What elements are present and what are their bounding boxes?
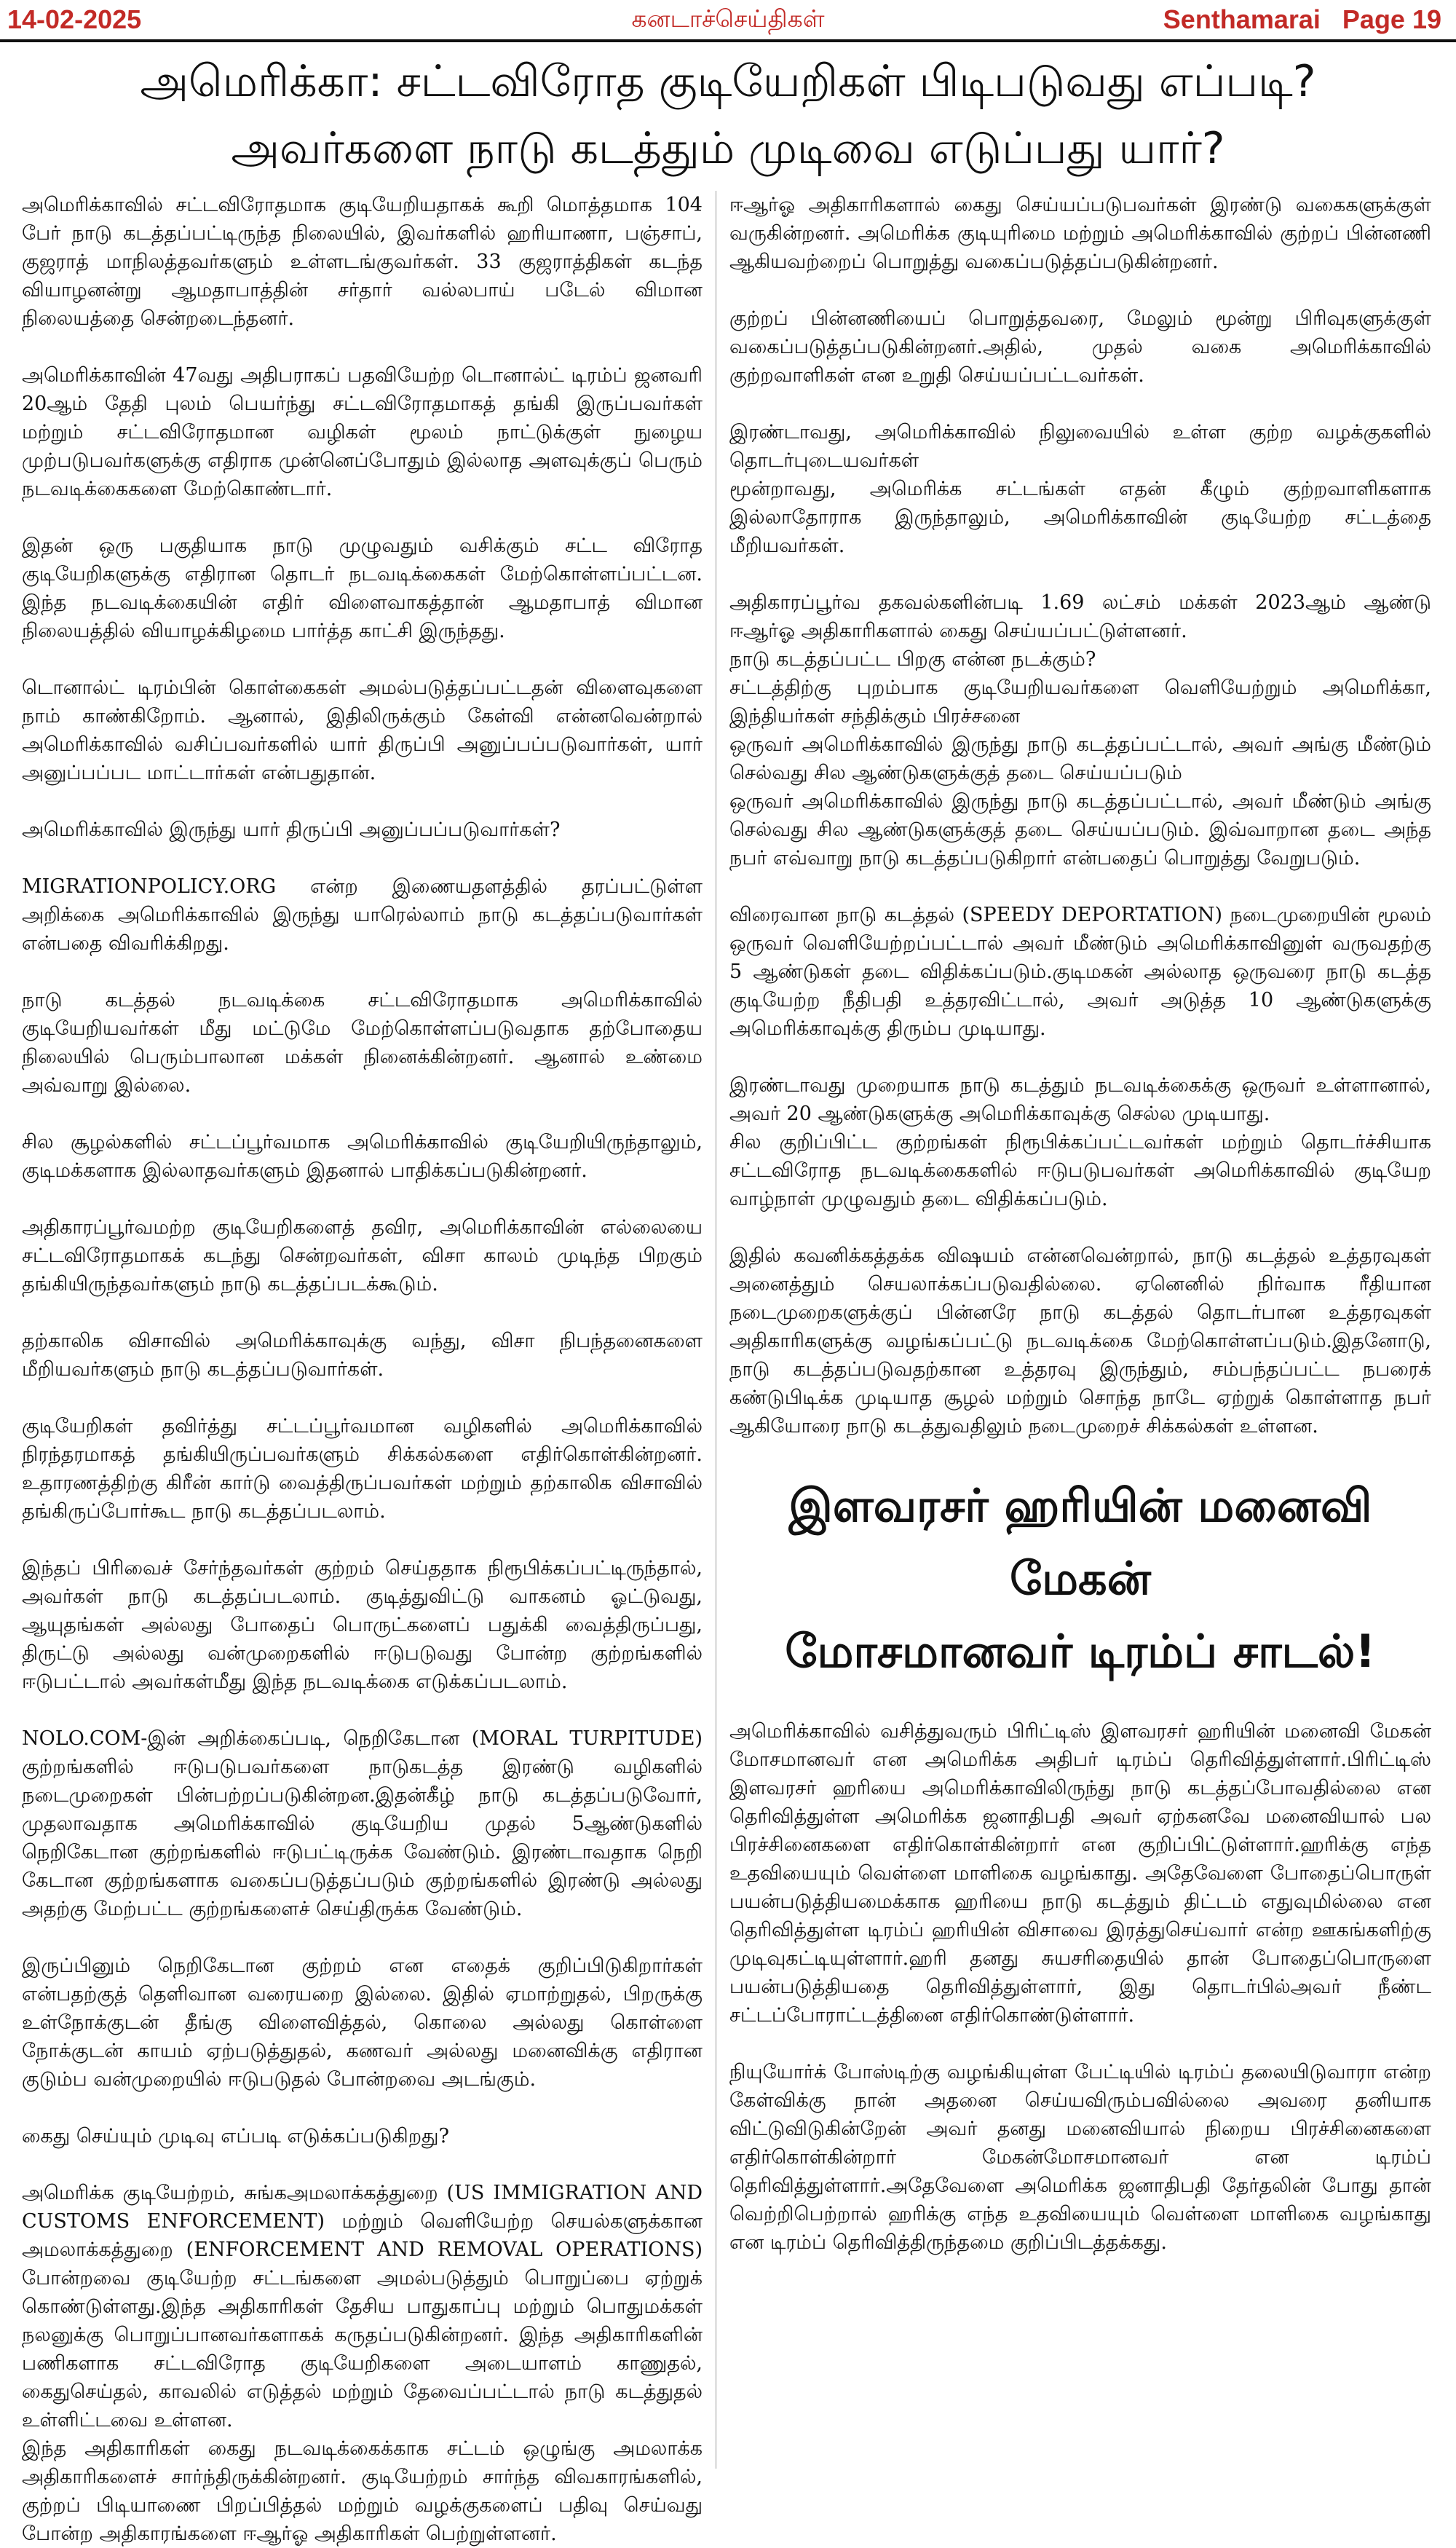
article-paragraph: தற்காலிக விசாவில் அமெரிக்காவுக்கு வந்து, விசா நிபந்தனைகளை மீறியவர்களும் நாடு கடத்தப்படுவார்கள். bbox=[22, 1330, 703, 1381]
article-paragraph: இரண்டாவது, அமெரிக்காவில் நிலுவையில் உள்ள குற்ற வழக்குகளில் தொடர்புடையவர்கள் bbox=[729, 421, 1431, 472]
headline-line-1: அமெரிக்கா: சட்டவிரோத குடியேறிகள் பிடிபடுவது எப்படி? bbox=[140, 56, 1316, 107]
issue-date: 14-02-2025 bbox=[7, 4, 142, 34]
article-paragraph: அமெரிக்க குடியேற்றம், சுங்கஅமலாக்கத்துறை (US IMMIGRATION AND CUSTOMS ENFORCEMENT) மற்றும் வெளியேற்ற செயல்களுக்கான அமலாக்கத்துறை (ENFORCEMENT AND REMOVAL OPERATIONS) போன்றவை குடியேற்ற சட்டங்களை அமல்படுத்தும் பொறுப்பை ஏற்றுக் கொண்டுள்ளது.இந்த அதிகாரிகள் தேசிய பாதுகாப்பு மற்றும் பொதுமக்கள் நலனுக்கு பொறுப்பானவர்களாகக் கருதப்படுகின்றனர். இந்த அதிகாரிகளின் பணிகளாக சட்டவிரோத குடியேறிகளை அடையாளம் காணுதல், கைதுசெய்தல், காவலில் எடுத்தல் மற்றும் தேவைப்பட்டால் நாடு கடத்துதல் உள்ளிட்டவை உள்ளன. bbox=[22, 2182, 703, 2431]
article-paragraph: குடியேறிகள் தவிர்த்து சட்டப்பூர்வமான வழிகளில் அமெரிக்காவில் நிரந்தரமாகத் தங்கியிருப்பவர்களும் சிக்கல்களை எதிர்கொள்கின்றனர். உதாரணத்திற்கு கிரீன் கார்டு வைத்திருப்பவர்கள் மற்றும் தற்காலிக விசாவில் தங்கிருப்போர்கூட நாடு கடத்தப்படலாம். bbox=[22, 1415, 703, 1523]
article-paragraph: அமெரிக்காவில் சட்டவிரோதமாக குடியேறியதாகக் கூறி மொத்தமாக 104 பேர் நாடு கடத்தப்பட்டிருந்த நிலையில், இவர்களில் ஹரியாணா, பஞ்சாப், குஜராத் மாநிலத்தவர்களும் உள்ளடங்குவர்கள். 33 குஜராத்திகள் கடந்த வியாழனன்று ஆமதாபாத்தின் சர்தார் வல்லபாய் படேல் விமான நிலையத்தை சென்றடைந்தனர். bbox=[22, 194, 703, 330]
second-article-headline bbox=[729, 1470, 1431, 1688]
article-paragraph: இதில் கவனிக்கத்தக்க விஷயம் என்னவென்றால், நாடு கடத்தல் உத்தரவுகள் அனைத்தும் செயலாக்கப்படுவதில்லை. ஏனெனில் நிர்வாக ரீதியான நடைமுறைகளுக்குப் பின்னரே நாடு கடத்தல் தொடர்பான உத்தரவுகள் அதிகாரிகளுக்கு வழங்கப்பட்டு நடவடிக்கை மேற்கொள்ளப்படும்.இதனோடு, நாடு கடத்தப்படுவதற்கான உத்தரவு இருந்தும், சம்பந்தப்பட்ட நபரைக் கண்டுபிடிக்க முடியாத சூழல் மற்றும் சொந்த நாடே ஏற்றுக் கொள்ளாத நபர் ஆகியோரை நாடு கடத்துவதிலும் நடைமுறைச் சிக்கல்கள் உள்ளன. bbox=[729, 1245, 1431, 1437]
article-paragraph: குற்றப் பின்னணியைப் பொறுத்தவரை, மேலும் மூன்று பிரிவுகளுக்குள் வகைப்படுத்தப்படுகின்றனர்.அதில், முதல் வகை அமெரிக்காவில் குற்றவாளிகள் என உறுதி செய்யப்பட்டவர்கள். bbox=[729, 307, 1431, 387]
article-paragraph: சில குறிப்பிட்ட குற்றங்கள் நிரூபிக்கப்பட்டவர்கள் மற்றும் தொடர்ச்சியாக சட்டவிரோத நடவடிக்கைகளில் ஈடுபடுபவர்கள் அமெரிக்காவில் குடியேற வாழ்நாள் முழுவதும் தடை விதிக்கப்படும். bbox=[729, 1131, 1431, 1210]
article-paragraph: இந்தப் பிரிவைச் சேர்ந்தவர்கள் குற்றம் செய்ததாக நிரூபிக்கப்பட்டிருந்தால், அவர்கள் நாடு கடத்தப்படலாம். குடித்துவிட்டு வாகனம் ஓட்டுவது, ஆயுதங்கள் அல்லது போதைப் பொருட்களைப் பதுக்கி வைத்திருப்பது, திருட்டு அல்லது வன்முறைகளில் ஈடுபடுவது போன்ற குற்றங்களில் ஈடுபட்டால் அவர்கள்மீது இந்த நடவடிக்கை எடுக்கப்படலாம். bbox=[22, 1557, 703, 1693]
article-paragraph: அமெரிக்காவின் 47வது அதிபராகப் பதவியேற்ற டொனால்ட் டிரம்ப் ஜனவரி 20ஆம் தேதி புலம் பெயர்ந்து சட்டவிரோதமாகத் தங்கி இருப்பவர்கள் மற்றும் சட்டவிரோதமான வழிகள் மூலம் நாட்டுக்குள் நுழைய முற்படுபவர்களுக்கு எதிராக முன்னெப்போதும் இல்லாத அளவுக்குப் பெரும் நடவடிக்கைகளை மேற்கொண்டார். bbox=[22, 364, 703, 500]
article-paragraph: சட்டத்திற்கு புறம்பாக குடியேறியவர்களை வெளியேற்றும் அமெரிக்கா, இந்தியர்கள் சந்திக்கும் பிரச்சனை bbox=[729, 677, 1431, 727]
paper-name: கனடாச்செய்திகள் bbox=[631, 4, 825, 33]
article-paragraph: NOLO.COM-இன் அறிக்கைப்படி, நெறிகேடான (MORAL TURPITUDE) குற்றங்களில் ஈடுபடுபவர்களை நாடுகடத்த இரண்டு வழிகளில் நடைமுறைகள் பின்பற்றப்படுகின்றன.இதன்கீழ் நாடு கடத்தப்படுவோர், முதலாவதாக அமெரிக்காவில் குடியேறிய முதல் 5ஆண்டுகளில் நெறிகேடான குற்றங்களில் ஈடுபட்டிருக்க வேண்டும். இரண்டாவதாக நெறி கேடான குற்றங்களாக வகைப்படுத்தப்படும் குற்றங்களில் இரண்டு அல்லது அதற்கு மேற்பட்ட குற்றங்களைச் செய்திருக்க வேண்டும். bbox=[22, 1727, 703, 1920]
article-subheading: அமெரிக்காவில் இருந்து யார் திருப்பி அனுப்பப்படுவார்கள்? bbox=[22, 819, 561, 841]
article-paragraph: டொனால்ட் டிரம்பின் கொள்கைகள் அமல்படுத்தப்பட்டதன் விளைவுகளை நாம் காண்கிறோம். ஆனால், இதிலிருக்கும் கேள்வி என்னவென்றால் அமெரிக்காவில் வசிப்பவர்களில் யார் திருப்பி அனுப்பப்படுவார்கள், யார் அனுப்பப்பட மாட்டார்கள் என்பதுதான். bbox=[22, 677, 703, 784]
article-paragraph: அதிகாரப்பூர்வ தகவல்களின்படி 1.69 லட்சம் மக்கள் 2023ஆம் ஆண்டு ஈஆர்ஓ அதிகாரிகளால் கைது செய்யப்பட்டுள்ளனர். bbox=[729, 591, 1431, 642]
headline-line-2: அவர்களை நாடு கடத்தும் முடிவை எடுப்பது யார்? bbox=[231, 123, 1225, 174]
article-paragraph: இந்த அதிகாரிகள் கைது நடவடிக்கைக்காக சட்டம் ஒழுங்கு அமலாக்க அதிகாரிகளைச் சார்ந்திருக்கின்றனர். குடியேற்றம் சார்ந்த விவகாரங்களில், குற்றப் பிடியாணை பிறப்பித்தல் மற்றும் வழக்குகளைப் பதிவு செய்வது போன்ற அதிகாரங்களை ஈஆர்ஓ அதிகாரிகள் பெற்றுள்ளனர். bbox=[22, 2437, 703, 2545]
right-column bbox=[729, 191, 1431, 2469]
masthead bbox=[0, 0, 1456, 42]
article-paragraph: அதிகாரப்பூர்வமற்ற குடியேறிகளைத் தவிர, அமெரிக்காவின் எல்லையை சட்டவிரோதமாகக் கடந்து சென்றவர்கள், விசா காலம் முடிந்த பிறகும் தங்கியிருந்தவர்களும் நாடு கடத்தப்படக்கூடும். bbox=[22, 1216, 703, 1295]
article-paragraph: ஈஆர்ஓ அதிகாரிகளால் கைது செய்யப்படுபவர்கள் இரண்டு வகைகளுக்குள் வருகின்றனர். அமெரிக்க குடியுரிமை மற்றும் அமெரிக்காவில் குற்றப் பின்னணி ஆகியவற்றைப் பொறுத்து வகைப்படுத்தப்படுகின்றனர். bbox=[729, 194, 1431, 273]
article-paragraph: ஒருவர் அமெரிக்காவில் இருந்து நாடு கடத்தப்பட்டால், அவர் மீண்டும் அங்கு செல்வது சில ஆண்டுகளுக்குத் தடை செய்யப்படும். இவ்வாறான தடை அந்த நபர் எவ்வாறு நாடு கடத்தப்படுகிறார் என்பதைப் பொறுத்து வேறுபடும். bbox=[729, 790, 1431, 869]
left-column bbox=[22, 191, 703, 2545]
second-headline-line-1: இளவரசர் ஹரியின் மனைவி மேகன் bbox=[788, 1479, 1372, 1605]
article-paragraph: ஒருவர் அமெரிக்காவில் இருந்து நாடு கடத்தப்பட்டால், அவர் அங்கு மீண்டும் செல்வது சில ஆண்டுகளுக்குத் தடை செய்யப்படும் bbox=[729, 733, 1431, 784]
publication-name: Senthamarai bbox=[1163, 4, 1321, 34]
article-paragraph: நியுயோர்க் போஸ்டிற்கு வழங்கியுள்ள பேட்டியில் டிரம்ப் தலையிடுவாரா என்ற கேள்விக்கு நான் அதனை செய்யவிரும்பவில்லை அவரை தனியாக விட்டுவிடுகின்றேன் அவர் தனது மனைவியால் நிறைய பிரச்சினைகளை எதிர்கொள்கின்றார் மேகன்மோசமானவர் என டிரம்ப் தெரிவித்துள்ளார்.அதேவேளை அமெரிக்க ஜனாதிபதி தேர்தலின் போது தான் வெற்றிபெற்றால் ஹரிக்கு எந்த உதவியையும் வெள்ளை மாளிகை வழங்காது என டிரம்ப் தெரிவித்திருந்தமை குறிப்பிடத்தக்கது. bbox=[729, 2061, 1431, 2254]
main-headline bbox=[0, 48, 1456, 182]
second-headline-line-2: மோசமானவர் டிரம்ப் சாடல்! bbox=[785, 1625, 1376, 1678]
article-paragraph: MIGRATIONPOLICY.ORG என்ற இணையதளத்தில் தரப்பட்டுள்ள அறிக்கை அமெரிக்காவில் இருந்து யாரெல்லாம் நாடு கடத்தப்படுவார்கள் என்பதை விவரிக்கிறது. bbox=[22, 875, 703, 955]
article-paragraph: அமெரிக்காவில் வசித்துவரும் பிரிட்டிஸ் இளவரசர் ஹரியின் மனைவி மேகன் மோசமானவர் என அமெரிக்க அதிபர் டிரம்ப் தெரிவித்துள்ளார்.பிரிட்டிஸ் இளவரசர் ஹரியை அமெரிக்காவிலிருந்து நாடு கடத்தப்போவதில்லை என தெரிவித்துள்ள அமெரிக்க ஜனாதிபதி அவர் ஏற்கனவே மனைவியால் பல பிரச்சினைகளை எதிர்கொள்கின்றார் என குறிப்பிட்டுள்ளார்.ஹரிக்கு எந்த உதவியையும் வெள்ளை மாளிகை வழங்காது. அதேவேளை போதைப்பொருள் பயன்படுத்தியமைக்காக ஹரியை நாடு கடத்தும் திட்டம் எதுவுமில்லை என தெரிவித்துள்ள டிரம்ப் ஹரியின் விசாவை இரத்துசெய்வார் என்ற ஊகங்களிற்கு முடிவுகட்டியுள்ளார்.ஹரி தனது சுயசரிதையில் தான் போதைப்பொருளை பயன்படுத்தியதை தெரிவித்துள்ளார், இது தொடர்பில்அவர் நீண்ட சட்டப்போராட்டத்தினை எதிர்கொண்டுள்ளார். bbox=[729, 1720, 1431, 2027]
article-paragraph: நாடு கடத்தல் நடவடிக்கை சட்டவிரோதமாக அமெரிக்காவில் குடியேறியவர்கள் மீது மட்டுமே மேற்கொள்ளப்படுவதாக தற்போதைய நிலையில் பெரும்பாலான மக்கள் நினைக்கின்றனர். ஆனால் உண்மை அவ்வாறு இல்லை. bbox=[22, 989, 703, 1097]
article-subheading: நாடு கடத்தப்பட்ட பிறகு என்ன நடக்கும்? bbox=[729, 648, 1096, 671]
page-number: Page 19 bbox=[1342, 4, 1441, 34]
article-paragraph: விரைவான நாடு கடத்தல் (SPEEDY DEPORTATION) நடைமுறையின் மூலம் ஒருவர் வெளியேற்றப்பட்டால் அவர் மீண்டும் அமெரிக்காவினுள் வருவதற்கு 5 ஆண்டுகள் தடை விதிக்கப்படும்.குடிமகன் அல்லாத ஒருவரை நாடு கடத்த குடியேற்ற நீதிபதி உத்தரவிட்டால், அவர் அடுத்த 10 ஆண்டுகளுக்கு அமெரிக்காவுக்கு திரும்ப முடியாது. bbox=[729, 904, 1431, 1040]
article-subheading: கைது செய்யும் முடிவு எப்படி எடுக்கப்படுகிறது? bbox=[22, 2125, 449, 2147]
article-paragraph: இதன் ஒரு பகுதியாக நாடு முழுவதும் வசிக்கும் சட்ட விரோத குடியேறிகளுக்கு எதிரான தொடர் நடவடிக்கைகள் மேற்கொள்ளப்பட்டன. இந்த நடவடிக்கையின் எதிர் விளைவாகத்தான் ஆமதாபாத் விமான நிலையத்தில் வியாழக்கிழமை பார்த்த காட்சி இருந்தது. bbox=[22, 535, 703, 642]
publication-page bbox=[1163, 4, 1441, 35]
article-paragraph: சில சூழல்களில் சட்டப்பூர்வமாக அமெரிக்காவில் குடியேறியிருந்தாலும், குடிமக்களாக இல்லாதவர்களும் இதனால் பாதிக்கப்படுகின்றனர். bbox=[22, 1131, 703, 1182]
article-paragraph: இரண்டாவது முறையாக நாடு கடத்தும் நடவடிக்கைக்கு ஒருவர் உள்ளானால், அவர் 20 ஆண்டுகளுக்கு அமெரிக்காவுக்கு செல்ல முடியாது. bbox=[729, 1074, 1431, 1125]
article-paragraph: இருப்பினும் நெறிகேடான குற்றம் என எதைக் குறிப்பிடுகிறார்கள் என்பதற்குத் தெளிவான வரையறை இல்லை. இதில் ஏமாற்றுதல், பிறருக்கு உள்நோக்குடன் தீங்கு விளைவித்தல், கொலை அல்லது கொள்ளை நோக்குடன் காயம் ஏற்படுத்துதல், கணவர் அல்லது மனைவிக்கு எதிரான குடும்ப வன்முறையில் ஈடுபடுதல் போன்றவை அடங்கும். bbox=[22, 1955, 703, 2091]
article-paragraph: மூன்றாவது, அமெரிக்க சட்டங்கள் எதன் கீழும் குற்றவாளிகளாக இல்லாதோராக இருந்தாலும், அமெரிக்காவின் குடியேற்ற சட்டத்தை மீறியவர்கள். bbox=[729, 478, 1431, 557]
